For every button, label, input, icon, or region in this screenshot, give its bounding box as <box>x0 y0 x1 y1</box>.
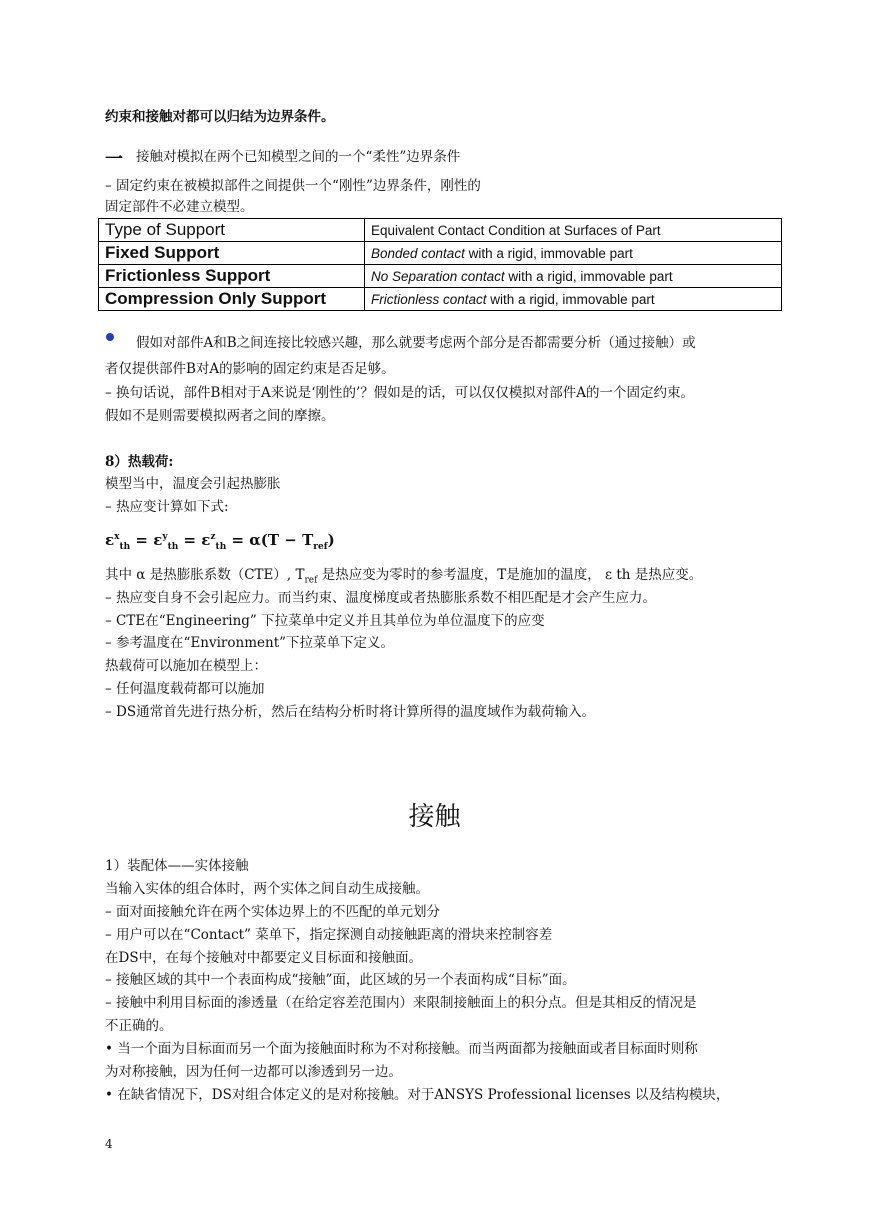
formula-sup-z: z <box>210 532 216 542</box>
thermal-line-8: – 任何温度载荷都可以施加 <box>105 681 265 697</box>
thermal-line-3a: 其中 α 是热膨胀系数（CTE）, T <box>105 567 305 583</box>
contact-condition-rest: with a rigid, immovable part <box>504 268 673 284</box>
table-header-row <box>99 219 782 242</box>
contact-line: 1）装配体——实体接触 <box>105 858 249 874</box>
formula-sup-x: x <box>114 532 120 542</box>
intro-line-3: 固定部件不必建立模型。 <box>105 199 254 215</box>
contact-condition-rest: with a rigid, immovable part <box>464 245 633 261</box>
paragraph-ab-line-4: 假如不是则需要模拟两者之间的摩擦。 <box>105 408 335 424</box>
contact-line: 不正确的。 <box>105 1018 173 1034</box>
formula-sup-y: y <box>162 532 168 542</box>
epsilon-symbol: ε <box>105 531 115 549</box>
thermal-line-4: – 热应变自身不会引起应力。而当约束、温度梯度或者热膨胀系数不相匹配是才会产生应力。 <box>105 590 657 606</box>
thermal-line-3 <box>105 566 702 590</box>
support-table <box>98 218 782 311</box>
intro-line-1: 接触对模拟在两个已知模型之间的一个“柔性”边界条件 <box>136 149 461 165</box>
contact-line: – 接触区域的其中一个表面构成“接触”面，此区域的另一个表面构成“目标”面。 <box>105 972 576 988</box>
formula-sub-th: th <box>215 542 227 552</box>
table-row <box>99 242 782 265</box>
thermal-line-3b: 是热应变为零时的参考温度，T是施加的温度， ε th 是热应变。 <box>317 567 703 583</box>
contact-line: • 在缺省情况下，DS对组合体定义的是对称接触。对于ANSYS Professional licenses 以及结构模块， <box>105 1087 730 1103</box>
contact-condition-em: No Separation contact <box>371 268 505 284</box>
thermal-line-7: 热载荷可以施加在模型上： <box>105 658 267 674</box>
thermal-line-3-sub: ref <box>304 575 318 586</box>
contact-line: • 当一个面为目标面而另一个面为接触面时称为不对称接触。而当两面都为接触面或者目标面时则称 <box>105 1041 698 1057</box>
thermal-line-2: – 热应变计算如下式: <box>105 499 229 515</box>
contact-line: 为对称接触，因为任何一边都可以渗透到另一边。 <box>105 1064 402 1080</box>
table-row <box>99 265 782 288</box>
contact-line: 当输入实体的组合体时，两个实体之间自动生成接触。 <box>105 881 429 897</box>
epsilon-symbol: ε <box>153 531 163 549</box>
formula-sub-th: th <box>119 542 131 552</box>
contact-condition-rest: with a rigid, immovable part <box>486 291 655 307</box>
support-type: Compression Only Support <box>99 288 365 311</box>
contact-line: – 用户可以在“Contact” 菜单下，指定探测自动接触距离的滑块来控制容差 <box>105 927 553 943</box>
contact-line: 在DS中，在每个接触对中都要定义目标面和接触面。 <box>105 950 423 966</box>
paragraph-ab-line-1: 假如对部件A和B之间连接比较感兴趣，那么就要考虑两个部分是否都需要分析（通过接触）或 <box>136 335 696 351</box>
thermal-line-1: 模型当中，温度会引起热膨胀 <box>105 476 281 492</box>
formula-equals: = <box>226 531 250 549</box>
support-type: Frictionless Support <box>99 265 365 288</box>
table-header-condition: Equivalent Contact Condition at Surfaces of Part <box>365 219 782 242</box>
contact-condition <box>365 265 782 288</box>
intro-heading: 约束和接触对都可以归结为边界条件。 <box>105 109 335 125</box>
contact-condition <box>365 288 782 311</box>
thermal-line-6: – 参考温度在“Environment”下拉菜单下定义。 <box>105 635 395 651</box>
table-row <box>99 288 782 311</box>
paragraph-ab-line-3: – 换句话说，部件B相对于A来说是‘刚性的’？假如是的话，可以仅仅模拟对部件A的一个固定约束。 <box>105 385 695 401</box>
dash-marker: 一 <box>105 149 123 170</box>
formula-sub-ref: ref <box>313 542 328 552</box>
formula-sub-th: th <box>167 542 179 552</box>
thermal-line-9: – DS通常首先进行热分析，然后在结构分析时将计算所得的温度域作为载荷输入。 <box>105 704 596 720</box>
page-number: 4 <box>105 1137 113 1151</box>
formula-rhs: α(T − T <box>249 531 314 549</box>
contact-line: – 接触中利用目标面的渗透量（在给定容差范围内）来限制接触面上的积分点。但是其相反的情况是 <box>105 995 697 1011</box>
formula-equals: = <box>178 531 202 549</box>
contact-section-title: 接触 <box>408 802 461 832</box>
bullet-dot-icon <box>106 333 114 341</box>
thermal-strain-formula <box>105 531 335 552</box>
intro-line-2: – 固定约束在被模拟部件之间提供一个“刚性”边界条件，刚性的 <box>105 178 481 194</box>
contact-condition-em: Frictionless contact <box>371 291 487 307</box>
paragraph-ab-line-2: 者仅提供部件B对A的影响的固定约束是否足够。 <box>105 361 395 377</box>
thermal-line-5: – CTE在“Engineering” 下拉菜单中定义并且其单位为单位温度下的应变 <box>105 613 545 629</box>
contact-condition <box>365 242 782 265</box>
epsilon-symbol: ε <box>201 531 211 549</box>
support-type: Fixed Support <box>99 242 365 265</box>
contact-condition-em: Bonded contact <box>371 245 465 261</box>
formula-equals: = <box>130 531 154 549</box>
contact-line: – 面对面接触允许在两个实体边界上的不匹配的单元划分 <box>105 904 441 920</box>
thermal-heading: 8）热载荷: <box>105 454 174 470</box>
formula-close-paren: ) <box>327 531 335 549</box>
table-header-type: Type of Support <box>99 219 365 242</box>
